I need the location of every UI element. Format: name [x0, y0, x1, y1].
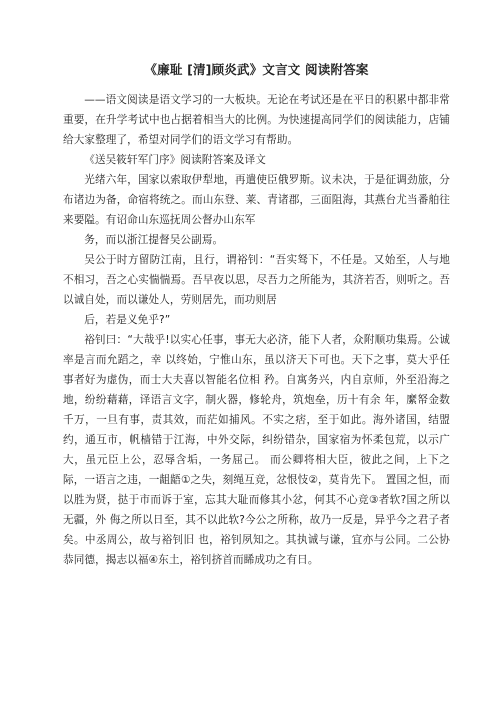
body-paragraph-2: 吴公于时方留防江南，且行，谓裕钊：“吾实驽下，不任是。又始至，人与地不相习，吾之心实惴惴焉。吾早夜以思，尽吾力之所能为，其济若否，则听之。吾以诚自处，而以谦处人，劳则居先，而功则居: [63, 254, 450, 306]
intro-paragraph: ——语文阅读是语文学习的一大板块。无论在考试还是在平日的积累中都非常重要，在升学考试中也占据着相当大的比例。为快速提高同学们的阅读能力，店铺给大家整理了，希望对同学们的语文学习有帮助。: [63, 94, 450, 146]
article-heading: 《送吴筱轩军门序》阅读附答案及译文: [84, 154, 266, 166]
body-paragraph-1-continued: 务，而以浙江提督吴公副焉。: [84, 234, 224, 246]
body-paragraph-2-continued: 后，若是义免乎?”: [84, 314, 171, 326]
body-paragraph-3: 裕钊曰：“大哉乎!以实心任事，事无大必济，能下人者，众附顺功集焉。公诚率是言而允蹈之，幸 以终始，宁惟山东，虽以济天下可也。天下之事，莫大乎任事者好为虚伪，而士大夫喜以智能名位相 矜。自寓务兴，内自京师，外至沿海之地，纷纷藉藉，译语言文字，制火器，修轮舟，筑炮垒，历十有余 年，縻帑金数千万，一旦有事，责其效，而茫如捕风。不实之痞，至于如此。海外诸国，结盟约，通互市，帆樯错于江海，中外交际，纠纷错杂，国家宿为怀柔包荒，以示广大，虽元臣上公，忍辱含垢，一务屈己。 而公卿将相大臣，彼此之间，上下之际，一语言之违，一龃龉①之失，刻绳互竞，忿恨忮②，莫肯先下。 置国之怛，而以胜为贤，挞于市而诉于室，忘其大耻而修其小忿，何其不心竞③者软?国之所以无疆，外 侮之所以日至，其不以此软?今公之所称，故乃一反是，异乎今之君子者矣。中丞周公，故与裕钊旧 也，裕钊夙知之。其执诚与谦，宜亦与公同。二公协恭同德，揭志以福④东土，裕钊挤首而睎成功之有日。: [63, 334, 450, 566]
document-title: 《廉耻 [清]顾炎武》文言文 阅读附答案: [144, 62, 369, 77]
body-paragraph-1: 光绪六年，国家以索取伊犁地，再遣使臣俄罗斯。议未决，于是征调劲旅，分布诸边为备，命宿将统之。而山东登、莱、青诸郡，三面阻海，其燕台尤当番舶往来要隘。有诏命山东巡抚周公督办山东军: [63, 174, 450, 226]
